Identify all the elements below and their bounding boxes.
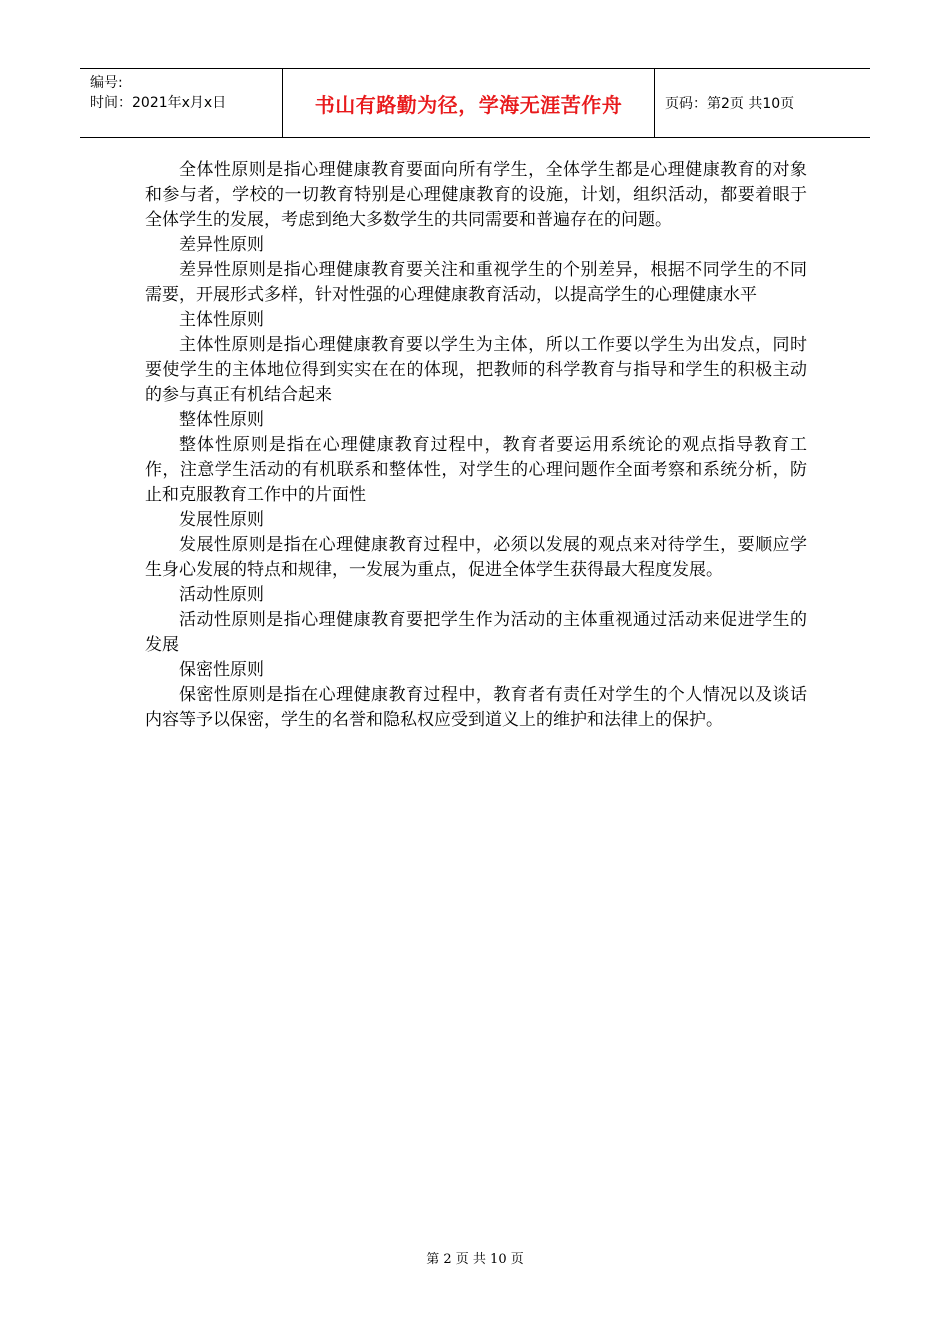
paragraph: 差异性原则是指心理健康教育要关注和重视学生的个别差异，根据不同学生的不同需要，开展形式多样，针对性强的心理健康教育活动，以提高学生的心理健康水平 [145, 260, 807, 305]
paragraph: 全体性原则是指心理健康教育要面向所有学生，全体学生都是心理健康教育的对象和参与者，学校的一切教育特别是心理健康教育的设施，计划，组织活动，都要着眼于全体学生的发展，考虑到绝大多数学生的共同需要和普遍存在的问题。 [145, 160, 807, 230]
header-meta [80, 69, 282, 137]
header-page-number: 页码：第2页 共10页 [665, 96, 795, 112]
paragraph: 保密性原则是指在心理健康教育过程中，教育者有责任对学生的个人情况以及谈话内容等予以保密，学生的名誉和隐私权应受到道义上的维护和法律上的保护。 [145, 685, 807, 730]
section-heading: 发展性原则 [179, 510, 264, 530]
section-heading: 整体性原则 [179, 410, 264, 430]
document-date: 时间：2021年x月x日 [90, 95, 227, 111]
section-heading: 保密性原则 [179, 660, 264, 680]
paragraph: 主体性原则是指心理健康教育要以学生为主体，所以工作要以学生为出发点，同时要使学生的主体地位得到实实在在的体现，把教师的科学教育与指导和学生的积极主动的参与真正有机结合起来 [145, 335, 807, 405]
document-number-label: 编号: [90, 75, 123, 91]
section-heading: 活动性原则 [179, 585, 264, 605]
page-header [80, 68, 870, 138]
paragraph: 活动性原则是指心理健康教育要把学生作为活动的主体重视通过活动来促进学生的发展 [145, 610, 807, 655]
header-motto: 书山有路勤为径，学海无涯苦作舟 [282, 69, 655, 137]
paragraph: 发展性原则是指在心理健康教育过程中，必须以发展的观点来对待学生，要顺应学生身心发展的特点和规律，一发展为重点，促进全体学生获得最大程度发展。 [145, 535, 807, 580]
document-body [145, 158, 807, 733]
page-footer: 第 2 页 共 10 页 [426, 1252, 524, 1267]
section-heading: 主体性原则 [179, 310, 264, 330]
section-heading: 差异性原则 [179, 235, 264, 255]
paragraph: 整体性原则是指在心理健康教育过程中，教育者要运用系统论的观点指导教育工作，注意学生活动的有机联系和整体性，对学生的心理问题作全面考察和系统分析，防止和克服教育工作中的片面性 [145, 435, 807, 505]
